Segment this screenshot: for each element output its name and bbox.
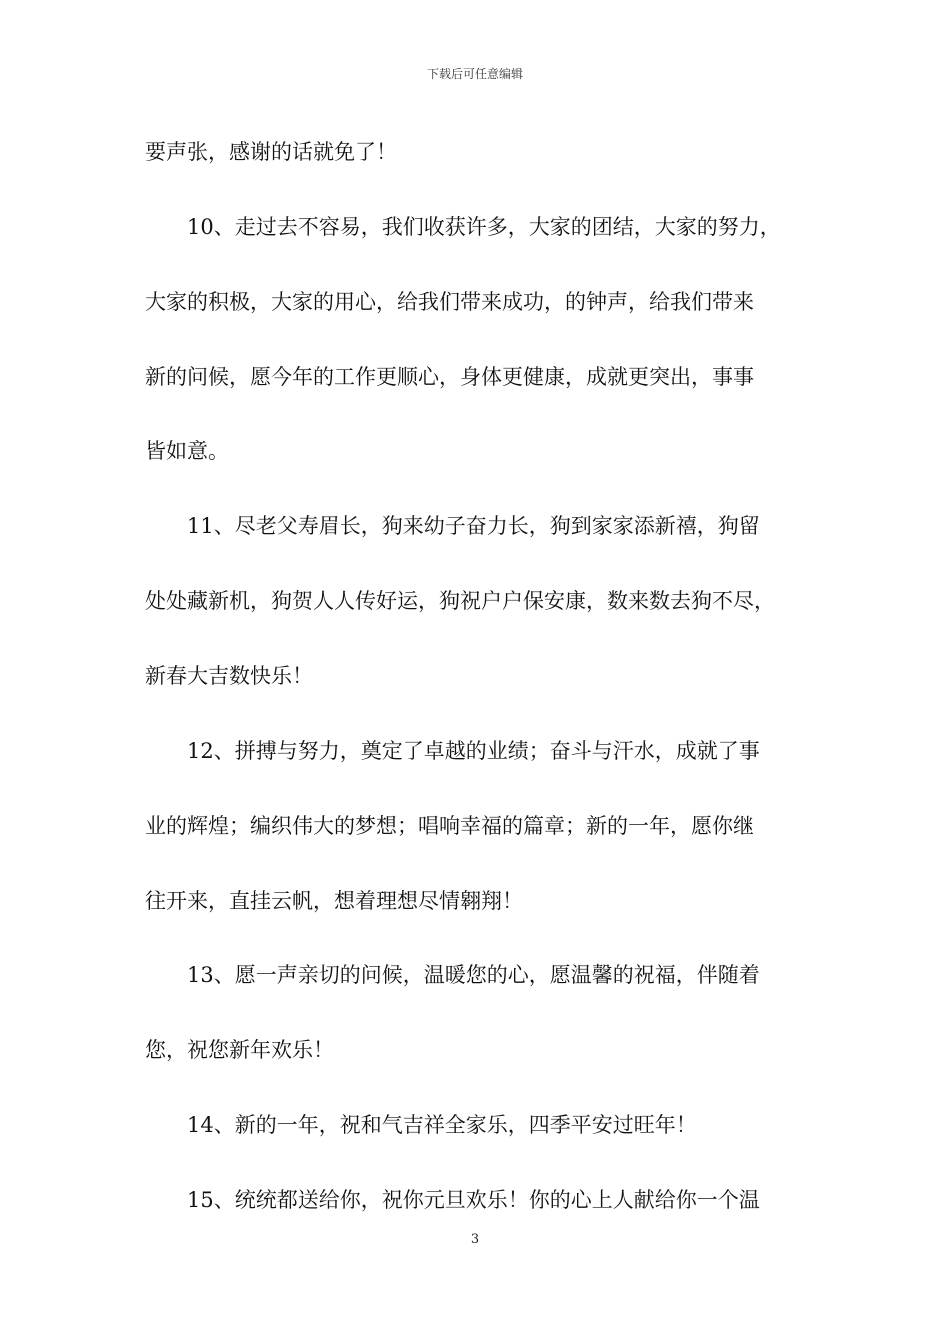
page-header: 下载后可任意编辑 [426, 67, 523, 81]
text-line: 15、统统都送给你，祝你元旦欢乐！你的心上人献给你一个温 [187, 1188, 760, 1212]
text-line: 11、尽老父寿眉长，狗来幼子奋力长，狗到家家添新禧，狗留 [187, 514, 760, 538]
text-line: 12、拼搏与努力，奠定了卓越的业绩；奋斗与汗水，成就了事 [187, 739, 760, 763]
text-line: 皆如意。 [145, 439, 229, 463]
text-line: 13、愿一声亲切的问候，温暖您的心，愿温馨的祝福，伴随着 [187, 963, 760, 987]
text-line: 业的辉煌；编织伟大的梦想；唱响幸福的篇章；新的一年，愿你继 [145, 814, 754, 838]
text-line: 处处藏新机，狗贺人人传好运，狗祝户户保安康，数来数去狗不尽， [145, 589, 775, 613]
text-line: 您，祝您新年欢乐！ [145, 1038, 334, 1062]
text-line: 大家的积极，大家的用心，给我们带来成功，的钟声，给我们带来 [145, 290, 754, 314]
text-line: 新春大吉数快乐！ [145, 664, 313, 688]
text-line: 往开来，直挂云帆，想着理想尽情翱翔！ [145, 889, 523, 913]
text-line: 10、走过去不容易，我们收获许多，大家的团结，大家的努力， [187, 215, 781, 239]
text-line: 14、新的一年，祝和气吉祥全家乐，四季平安过旺年！ [187, 1113, 697, 1137]
text-line: 新的问候，愿今年的工作更顺心，身体更健康，成就更突出，事事 [145, 365, 754, 389]
page-number: 3 [470, 1232, 480, 1247]
text-line: 要声张，感谢的话就免了！ [145, 140, 397, 164]
